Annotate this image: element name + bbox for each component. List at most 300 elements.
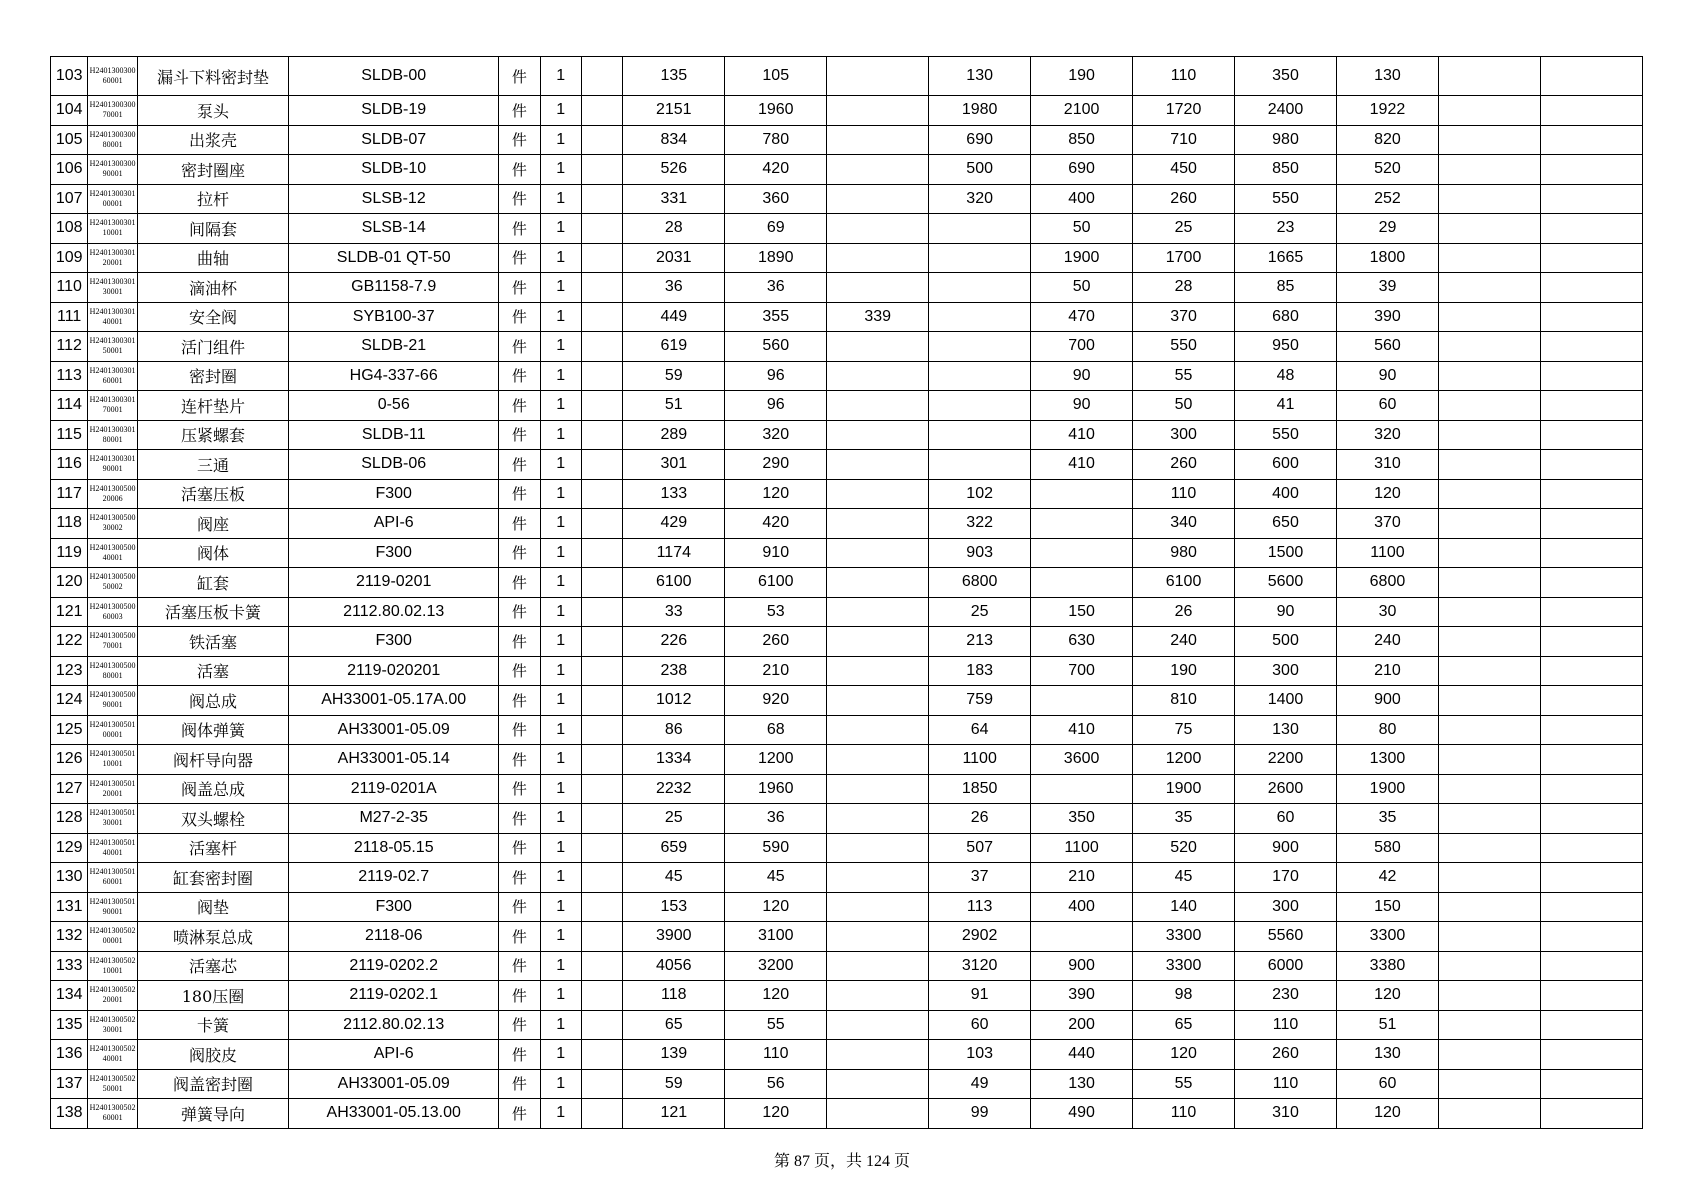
price-3-cell (827, 863, 929, 893)
row-index-cell: 127 (51, 774, 88, 804)
price-4-cell (929, 302, 1031, 332)
price-8-cell: 1922 (1336, 96, 1438, 126)
price-2-cell: 1960 (725, 96, 827, 126)
spec-model-cell: SLDB-11 (289, 420, 499, 450)
blank-col-cell (581, 479, 622, 509)
price-4-cell: 322 (929, 509, 1031, 539)
row-index-cell: 123 (51, 656, 88, 686)
price-4-cell: 507 (929, 833, 1031, 863)
price-8-cell: 130 (1336, 1040, 1438, 1070)
row-index-cell: 121 (51, 597, 88, 627)
price-8-cell: 39 (1336, 273, 1438, 303)
row-index-cell: 117 (51, 479, 88, 509)
quantity-cell: 1 (540, 745, 581, 775)
price-1-cell: 51 (623, 391, 725, 421)
price-1-cell: 449 (623, 302, 725, 332)
price-8-cell: 1100 (1336, 538, 1438, 568)
row-index-cell: 128 (51, 804, 88, 834)
extra-col-1-cell (1438, 1040, 1540, 1070)
price-3-cell (827, 509, 929, 539)
extra-col-1-cell (1438, 57, 1540, 96)
price-1-cell: 33 (623, 597, 725, 627)
price-6-cell: 980 (1133, 538, 1235, 568)
price-1-cell: 1174 (623, 538, 725, 568)
spec-model-cell: SLSB-12 (289, 184, 499, 214)
price-7-cell: 230 (1235, 981, 1337, 1011)
extra-col-2-cell (1540, 597, 1642, 627)
price-4-cell: 1980 (929, 96, 1031, 126)
price-5-cell: 190 (1031, 57, 1133, 96)
blank-col-cell (581, 391, 622, 421)
blank-col-cell (581, 273, 622, 303)
price-5-cell: 1100 (1031, 833, 1133, 863)
price-1-cell: 135 (623, 57, 725, 96)
price-1-cell: 36 (623, 273, 725, 303)
price-4-cell: 690 (929, 125, 1031, 155)
price-5-cell: 470 (1031, 302, 1133, 332)
row-index-cell: 109 (51, 243, 88, 273)
table-row (51, 184, 1643, 214)
table-row (51, 686, 1643, 716)
table-row (51, 715, 1643, 745)
price-4-cell: 102 (929, 479, 1031, 509)
material-code-cell: H240130050200001 (88, 922, 137, 952)
material-code-cell: H240130050100001 (88, 715, 137, 745)
extra-col-1-cell (1438, 361, 1540, 391)
price-7-cell: 2200 (1235, 745, 1337, 775)
unit-cell: 件 (499, 184, 540, 214)
table-row (51, 863, 1643, 893)
price-3-cell (827, 184, 929, 214)
unit-cell: 件 (499, 96, 540, 126)
material-code-cell: H240130030080001 (88, 125, 137, 155)
price-2-cell: 56 (725, 1069, 827, 1099)
blank-col-cell (581, 981, 622, 1011)
price-1-cell: 139 (623, 1040, 725, 1070)
item-name-cell: 活塞杆 (137, 833, 288, 863)
quantity-cell: 1 (540, 863, 581, 893)
extra-col-2-cell (1540, 951, 1642, 981)
price-3-cell (827, 1040, 929, 1070)
price-3-cell (827, 686, 929, 716)
material-code-cell: H240130030070001 (88, 96, 137, 126)
price-4-cell: 113 (929, 892, 1031, 922)
quantity-cell: 1 (540, 391, 581, 421)
price-5-cell (1031, 479, 1133, 509)
unit-cell: 件 (499, 450, 540, 480)
quantity-cell: 1 (540, 184, 581, 214)
price-2-cell: 210 (725, 656, 827, 686)
price-5-cell: 410 (1031, 450, 1133, 480)
material-code-cell: H240130030090001 (88, 155, 137, 185)
extra-col-1-cell (1438, 627, 1540, 657)
extra-col-1-cell (1438, 243, 1540, 273)
blank-col-cell (581, 863, 622, 893)
quantity-cell: 1 (540, 981, 581, 1011)
extra-col-1-cell (1438, 833, 1540, 863)
extra-col-2-cell (1540, 391, 1642, 421)
spec-model-cell: GB1158-7.9 (289, 273, 499, 303)
unit-cell: 件 (499, 774, 540, 804)
row-index-cell: 110 (51, 273, 88, 303)
price-8-cell: 900 (1336, 686, 1438, 716)
quantity-cell: 1 (540, 243, 581, 273)
table-row (51, 391, 1643, 421)
price-1-cell: 59 (623, 361, 725, 391)
price-6-cell: 98 (1133, 981, 1235, 1011)
price-4-cell: 64 (929, 715, 1031, 745)
spec-model-cell: SLSB-14 (289, 214, 499, 244)
price-1-cell: 331 (623, 184, 725, 214)
item-name-cell: 曲轴 (137, 243, 288, 273)
price-3-cell (827, 804, 929, 834)
table-row (51, 479, 1643, 509)
price-1-cell: 526 (623, 155, 725, 185)
price-3-cell (827, 155, 929, 185)
blank-col-cell (581, 509, 622, 539)
item-name-cell: 三通 (137, 450, 288, 480)
price-8-cell: 120 (1336, 1099, 1438, 1129)
price-2-cell: 120 (725, 981, 827, 1011)
extra-col-1-cell (1438, 155, 1540, 185)
price-4-cell: 6800 (929, 568, 1031, 598)
price-1-cell: 834 (623, 125, 725, 155)
price-3-cell (827, 597, 929, 627)
extra-col-2-cell (1540, 1040, 1642, 1070)
unit-cell: 件 (499, 686, 540, 716)
unit-cell: 件 (499, 479, 540, 509)
price-5-cell: 200 (1031, 1010, 1133, 1040)
price-1-cell: 429 (623, 509, 725, 539)
item-name-cell: 弹簧导向 (137, 1099, 288, 1129)
table-row (51, 450, 1643, 480)
price-4-cell: 130 (929, 57, 1031, 96)
item-name-cell: 间隔套 (137, 214, 288, 244)
unit-cell: 件 (499, 833, 540, 863)
price-2-cell: 45 (725, 863, 827, 893)
price-7-cell: 5560 (1235, 922, 1337, 952)
price-6-cell: 25 (1133, 214, 1235, 244)
price-8-cell: 150 (1336, 892, 1438, 922)
price-6-cell: 1900 (1133, 774, 1235, 804)
price-4-cell: 2902 (929, 922, 1031, 952)
price-7-cell: 60 (1235, 804, 1337, 834)
extra-col-1-cell (1438, 302, 1540, 332)
price-4-cell: 26 (929, 804, 1031, 834)
price-7-cell: 1500 (1235, 538, 1337, 568)
price-3-cell (827, 1010, 929, 1040)
price-1-cell: 2232 (623, 774, 725, 804)
price-1-cell: 3900 (623, 922, 725, 952)
spec-model-cell: SLDB-01 QT-50 (289, 243, 499, 273)
spec-model-cell: F300 (289, 627, 499, 657)
price-3-cell: 339 (827, 302, 929, 332)
extra-col-1-cell (1438, 273, 1540, 303)
quantity-cell: 1 (540, 214, 581, 244)
price-7-cell: 48 (1235, 361, 1337, 391)
spec-model-cell: SLDB-00 (289, 57, 499, 96)
material-code-cell: H240130050020006 (88, 479, 137, 509)
price-6-cell: 45 (1133, 863, 1235, 893)
price-6-cell: 35 (1133, 804, 1235, 834)
extra-col-2-cell (1540, 420, 1642, 450)
price-8-cell: 252 (1336, 184, 1438, 214)
table-row (51, 155, 1643, 185)
item-name-cell: 阀座 (137, 509, 288, 539)
extra-col-1-cell (1438, 479, 1540, 509)
spec-model-cell: 2112.80.02.13 (289, 597, 499, 627)
blank-col-cell (581, 1040, 622, 1070)
price-7-cell: 900 (1235, 833, 1337, 863)
price-1-cell: 659 (623, 833, 725, 863)
quantity-cell: 1 (540, 627, 581, 657)
price-8-cell: 370 (1336, 509, 1438, 539)
material-code-cell: H240130030140001 (88, 302, 137, 332)
price-5-cell: 400 (1031, 184, 1133, 214)
table-row (51, 774, 1643, 804)
quantity-cell: 1 (540, 597, 581, 627)
material-code-cell: H240130050140001 (88, 833, 137, 863)
price-2-cell: 120 (725, 1099, 827, 1129)
price-8-cell: 390 (1336, 302, 1438, 332)
price-5-cell (1031, 509, 1133, 539)
price-5-cell: 700 (1031, 332, 1133, 362)
blank-col-cell (581, 951, 622, 981)
price-8-cell: 3300 (1336, 922, 1438, 952)
table-row (51, 96, 1643, 126)
extra-col-2-cell (1540, 96, 1642, 126)
price-4-cell: 183 (929, 656, 1031, 686)
extra-col-1-cell (1438, 951, 1540, 981)
extra-col-1-cell (1438, 863, 1540, 893)
row-index-cell: 108 (51, 214, 88, 244)
row-index-cell: 136 (51, 1040, 88, 1070)
price-5-cell: 210 (1031, 863, 1133, 893)
price-4-cell: 60 (929, 1010, 1031, 1040)
row-index-cell: 126 (51, 745, 88, 775)
material-code-cell: H240130050190001 (88, 892, 137, 922)
price-2-cell: 68 (725, 715, 827, 745)
blank-col-cell (581, 686, 622, 716)
price-6-cell: 110 (1133, 57, 1235, 96)
unit-cell: 件 (499, 892, 540, 922)
price-1-cell: 238 (623, 656, 725, 686)
price-8-cell: 80 (1336, 715, 1438, 745)
spec-model-cell: F300 (289, 479, 499, 509)
price-3-cell (827, 1069, 929, 1099)
quantity-cell: 1 (540, 538, 581, 568)
price-1-cell: 2031 (623, 243, 725, 273)
quantity-cell: 1 (540, 951, 581, 981)
spec-model-cell: AH33001-05.09 (289, 715, 499, 745)
price-8-cell: 1300 (1336, 745, 1438, 775)
price-4-cell (929, 273, 1031, 303)
price-1-cell: 153 (623, 892, 725, 922)
blank-col-cell (581, 715, 622, 745)
unit-cell: 件 (499, 538, 540, 568)
price-4-cell: 500 (929, 155, 1031, 185)
extra-col-1-cell (1438, 1069, 1540, 1099)
quantity-cell: 1 (540, 96, 581, 126)
material-code-cell: H240130030150001 (88, 332, 137, 362)
quantity-cell: 1 (540, 892, 581, 922)
blank-col-cell (581, 804, 622, 834)
price-7-cell: 6000 (1235, 951, 1337, 981)
table-row (51, 627, 1643, 657)
price-3-cell (827, 391, 929, 421)
price-8-cell: 130 (1336, 57, 1438, 96)
extra-col-2-cell (1540, 214, 1642, 244)
spec-model-cell: API-6 (289, 509, 499, 539)
row-index-cell: 133 (51, 951, 88, 981)
extra-col-1-cell (1438, 184, 1540, 214)
item-name-cell: 阀胶皮 (137, 1040, 288, 1070)
extra-col-1-cell (1438, 391, 1540, 421)
quantity-cell: 1 (540, 155, 581, 185)
price-8-cell: 42 (1336, 863, 1438, 893)
extra-col-1-cell (1438, 686, 1540, 716)
item-name-cell: 阀盖总成 (137, 774, 288, 804)
price-2-cell: 420 (725, 509, 827, 539)
extra-col-1-cell (1438, 125, 1540, 155)
table-row (51, 892, 1643, 922)
item-name-cell: 阀垫 (137, 892, 288, 922)
price-6-cell: 300 (1133, 420, 1235, 450)
table-row (51, 656, 1643, 686)
price-5-cell: 1900 (1031, 243, 1133, 273)
table-row (51, 273, 1643, 303)
extra-col-2-cell (1540, 1069, 1642, 1099)
spec-model-cell: 2119-0201 (289, 568, 499, 598)
blank-col-cell (581, 155, 622, 185)
price-1-cell: 45 (623, 863, 725, 893)
extra-col-2-cell (1540, 479, 1642, 509)
blank-col-cell (581, 774, 622, 804)
extra-col-2-cell (1540, 57, 1642, 96)
unit-cell: 件 (499, 332, 540, 362)
material-code-cell: H240130030170001 (88, 391, 137, 421)
table-row (51, 125, 1643, 155)
price-3-cell (827, 981, 929, 1011)
price-2-cell: 120 (725, 479, 827, 509)
quantity-cell: 1 (540, 1069, 581, 1099)
price-7-cell: 90 (1235, 597, 1337, 627)
spec-model-cell: SLDB-07 (289, 125, 499, 155)
price-2-cell: 290 (725, 450, 827, 480)
row-index-cell: 105 (51, 125, 88, 155)
spec-model-cell: AH33001-05.09 (289, 1069, 499, 1099)
price-1-cell: 59 (623, 1069, 725, 1099)
price-4-cell (929, 450, 1031, 480)
extra-col-1-cell (1438, 1010, 1540, 1040)
price-7-cell: 110 (1235, 1010, 1337, 1040)
price-5-cell: 490 (1031, 1099, 1133, 1129)
item-name-cell: 压紧螺套 (137, 420, 288, 450)
price-8-cell: 320 (1336, 420, 1438, 450)
quantity-cell: 1 (540, 479, 581, 509)
price-4-cell: 759 (929, 686, 1031, 716)
table-row (51, 745, 1643, 775)
price-6-cell: 6100 (1133, 568, 1235, 598)
price-3-cell (827, 1099, 929, 1129)
item-name-cell: 出浆壳 (137, 125, 288, 155)
price-7-cell: 680 (1235, 302, 1337, 332)
row-index-cell: 115 (51, 420, 88, 450)
unit-cell: 件 (499, 1040, 540, 1070)
price-7-cell: 550 (1235, 420, 1337, 450)
price-2-cell: 260 (725, 627, 827, 657)
row-index-cell: 131 (51, 892, 88, 922)
table-row (51, 1010, 1643, 1040)
unit-cell: 件 (499, 627, 540, 657)
price-5-cell: 390 (1031, 981, 1133, 1011)
price-3-cell (827, 214, 929, 244)
spec-model-cell: AH33001-05.17A.00 (289, 686, 499, 716)
extra-col-1-cell (1438, 450, 1540, 480)
price-6-cell: 55 (1133, 1069, 1235, 1099)
price-6-cell: 370 (1133, 302, 1235, 332)
price-3-cell (827, 833, 929, 863)
price-5-cell: 410 (1031, 715, 1133, 745)
price-3-cell (827, 951, 929, 981)
table-row (51, 538, 1643, 568)
unit-cell: 件 (499, 391, 540, 421)
extra-col-2-cell (1540, 863, 1642, 893)
material-code-cell: H240130050160001 (88, 863, 137, 893)
price-4-cell: 903 (929, 538, 1031, 568)
unit-cell: 件 (499, 745, 540, 775)
price-8-cell: 60 (1336, 391, 1438, 421)
price-3-cell (827, 125, 929, 155)
spec-model-cell: 2119-02.7 (289, 863, 499, 893)
table-row (51, 568, 1643, 598)
price-7-cell: 85 (1235, 273, 1337, 303)
extra-col-2-cell (1540, 155, 1642, 185)
blank-col-cell (581, 656, 622, 686)
price-7-cell: 300 (1235, 656, 1337, 686)
price-2-cell: 1890 (725, 243, 827, 273)
spec-model-cell: 2119-0202.1 (289, 981, 499, 1011)
row-index-cell: 134 (51, 981, 88, 1011)
price-5-cell: 700 (1031, 656, 1133, 686)
price-3-cell (827, 656, 929, 686)
unit-cell: 件 (499, 804, 540, 834)
price-8-cell: 29 (1336, 214, 1438, 244)
extra-col-1-cell (1438, 214, 1540, 244)
spec-model-cell: 2118-06 (289, 922, 499, 952)
price-4-cell: 49 (929, 1069, 1031, 1099)
item-name-cell: 阀杆导向器 (137, 745, 288, 775)
row-index-cell: 103 (51, 57, 88, 96)
table-row (51, 420, 1643, 450)
row-index-cell: 132 (51, 922, 88, 952)
spec-model-cell: SLDB-19 (289, 96, 499, 126)
quantity-cell: 1 (540, 273, 581, 303)
row-index-cell: 137 (51, 1069, 88, 1099)
table-row (51, 804, 1643, 834)
table-row (51, 597, 1643, 627)
item-name-cell: 拉杆 (137, 184, 288, 214)
item-name-cell: 铁活塞 (137, 627, 288, 657)
price-2-cell: 110 (725, 1040, 827, 1070)
material-code-cell: H240130050040001 (88, 538, 137, 568)
item-name-cell: 密封圈 (137, 361, 288, 391)
price-7-cell: 400 (1235, 479, 1337, 509)
price-3-cell (827, 538, 929, 568)
price-8-cell: 120 (1336, 479, 1438, 509)
quantity-cell: 1 (540, 332, 581, 362)
unit-cell: 件 (499, 420, 540, 450)
